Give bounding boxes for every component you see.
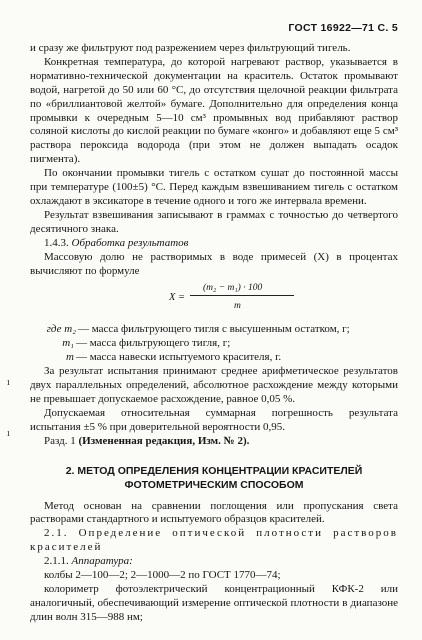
paragraph: Результат взвешивания записывают в граммах с точностью до четвертого десятичного знака. [30, 208, 398, 235]
page-body [30, 42, 398, 625]
definition-symbol: m [66, 351, 74, 364]
subsection-title: Аппаратура: [71, 555, 133, 568]
definition-symbol: где m₂ [46, 323, 76, 336]
paragraph: По окончании промывки тигель с остатком сушат до постоянной массы при температуре (100±5) °С. Перед каждым взвешиванием тигель с остатком охлаждают в эксикаторе в течение одного и того же интервала времени. [30, 167, 398, 207]
list-item: колбы 2—100—2; 2—1000—2 по ГОСТ 1770—74; [44, 569, 281, 582]
formula [30, 280, 398, 320]
subsection-title: Обработка результатов [71, 236, 189, 249]
paragraph: и сразу же фильтруют под разрежением через фильтрующий тигель. [30, 42, 351, 54]
paragraph: За результат испытания принимают среднее арифметическое результатов двух параллельных определений, абсолютное расхождение между которыми не превышает допускаемое расхождение, равное 0,05 %. [30, 365, 398, 405]
paragraph: Допускаемая относительная суммарная погрешность результата испытания ±5 % при доверительной вероятности 0,95. [30, 406, 398, 433]
paragraph: Конкретная температура, до которой нагревают раствор, указывается в нормативно-технической документации на краситель. Остаток промывают водой, нагретой до 50 или 60 °С, до отсутствия щелочной реакции фильтрата по «бриллиантовой желтой» бумаге. Дополнительно для определения конца промывки к очередным 5—10 см³ промывных вод прибавляют раствор соляной кислоты до кислой реакции по бумаге «конго» и добавляют еще 5 см³ раствора пероксида водорода (при этом не должен выпадать осадок пигмента). [30, 55, 398, 166]
subsection-number: 2.1.1. [44, 555, 69, 568]
variable-definitions [34, 323, 398, 365]
formula-numerator: (m₂ − m₁) · 100 [203, 283, 263, 294]
subsection-heading [30, 555, 398, 569]
margin-mark: ı [7, 377, 10, 388]
subsection-heading [30, 237, 398, 251]
formula-denominator: m [234, 301, 241, 312]
fraction-bar [190, 295, 294, 296]
formula-lhs: X = [169, 292, 186, 304]
subsection-heading: 2.1. Определение оптической плотности растворов красителей [30, 527, 398, 554]
definition-text: — масса фильтрующего тигля, г; [76, 337, 231, 350]
amendment-section: Разд. 1 [44, 434, 76, 447]
definition-row [34, 337, 398, 351]
definition-row [34, 323, 398, 337]
section-title: 2. МЕТОД ОПРЕДЕЛЕНИЯ КОНЦЕНТРАЦИИ КРАСИТЕЛЕЙ ФОТОМЕТРИЧЕСКИМ СПОСОБОМ [65, 464, 363, 491]
definition-symbol: m₁ [62, 337, 74, 350]
definition-text: — масса фильтрующего тигля с высушенным остатком, г; [78, 323, 350, 336]
page-header: ГОСТ 16922—71 С. 5 [288, 22, 398, 34]
subsection-number: 1.4.3. [44, 236, 69, 249]
amendment-text: (Измененная редакция, Изм. № 2). [78, 434, 250, 447]
amendment-note [30, 435, 398, 449]
paragraph: Массовую долю не растворимых в воде примесей (X) в процентах вычисляют по формуле [30, 250, 398, 277]
definition-text: — масса навески испытуемого красителя, г. [76, 351, 282, 364]
definition-row [34, 351, 398, 365]
list-item: колориметр фотоэлектрический концентрационный КФК-2 или аналогичный, обеспечивающий измерение оптической плотности в диапазоне длин волн 315—988 нм; [30, 583, 398, 623]
paragraph: Метод основан на сравнении поглощения или пропускания света растворами стандартного и испытуемого образцов красителей. [30, 499, 398, 526]
margin-mark: ı [7, 428, 10, 439]
